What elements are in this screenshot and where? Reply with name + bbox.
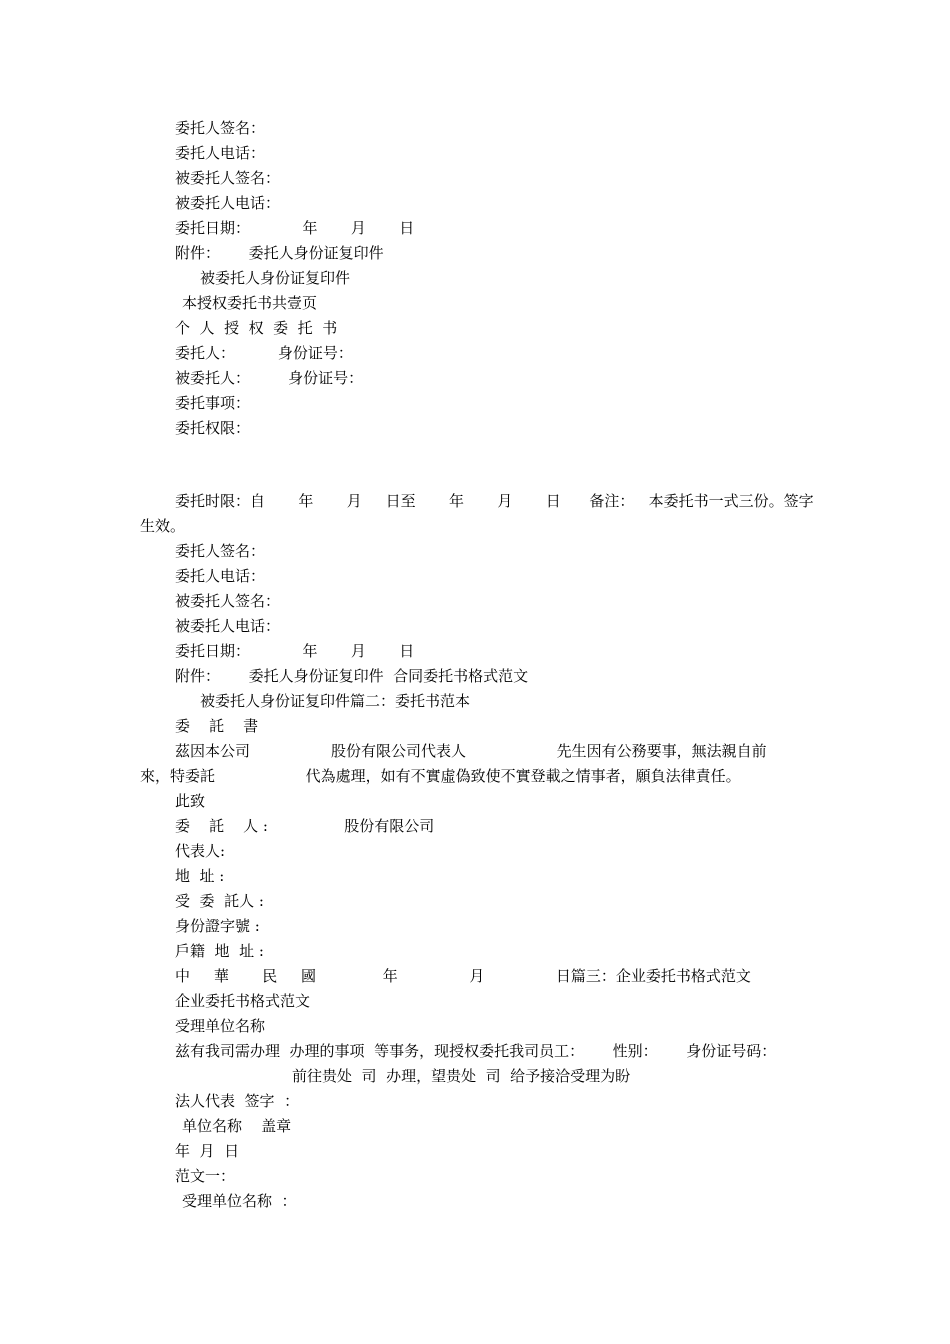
text-line: 法人代表 签字 ：	[175, 1092, 300, 1110]
text-line: 附件： 委托人身份证复印件	[175, 244, 384, 262]
text-line: 委托日期： 年 月 日	[175, 219, 415, 237]
text-line: 委托事项：	[175, 394, 251, 412]
text-line: 茲因本公司 股份有限公司代表人 先生因有公務要事，無法親自前	[175, 742, 767, 760]
text-line: 委 託 人 : 股份有限公司	[175, 817, 435, 835]
text-line: 被委托人电话：	[175, 617, 281, 635]
text-line: 委托人签名：	[175, 119, 266, 137]
text-line: 被委托人： 身份证号：	[175, 369, 364, 387]
text-line: 本授权委托书共壹页	[182, 294, 318, 312]
text-line: 受理单位名称 ：	[182, 1192, 297, 1210]
text-line: 附件： 委托人身份证复印件 合同委托书格式范文	[175, 667, 529, 685]
text-line: 年 月 日	[175, 1142, 240, 1160]
text-line: 个 人 授 权 委 托 书	[175, 319, 338, 337]
text-line: 被委托人身份证复印件	[200, 269, 351, 287]
text-line: 被委托人签名：	[175, 169, 281, 187]
text-line: 身份證字號 :	[175, 917, 260, 935]
text-line: 委托时限：自 年 月 日至 年 月 日 备注： 本委托书一式三份。签字	[175, 492, 814, 510]
text-line: 來，特委託 代為處理，如有不實虛偽致使不實登載之情事者，願負法律責任。	[140, 767, 741, 785]
text-line: 单位名称 盖章	[182, 1117, 292, 1135]
text-line: 委托人电话：	[175, 144, 266, 162]
text-line: 企业委托书格式范文	[175, 992, 311, 1010]
text-line: 此致	[175, 792, 206, 810]
text-line: 代表人:	[175, 842, 226, 860]
text-line: 被委托人身份证复印件篇二：委托书范本	[200, 692, 471, 710]
text-line: 委托日期： 年 月 日	[175, 642, 415, 660]
text-line: 兹有我司需办理 办理的事项 等事务，现授权委托我司员工： 性别： 身份证号码：	[175, 1042, 777, 1060]
text-line: 地 址 :	[175, 867, 225, 885]
text-line: 委托人签名：	[175, 542, 266, 560]
text-line: 前往贵处 司 办理，望贵处 司 给予接洽受理为盼	[292, 1067, 631, 1085]
text-line: 受 委 託人 :	[175, 892, 264, 910]
text-line: 委 託 書	[175, 717, 259, 735]
text-line: 委托人： 身份证号：	[175, 344, 353, 362]
text-line: 委托人电话：	[175, 567, 266, 585]
text-line: 被委托人电话：	[175, 194, 281, 212]
text-line: 受理单位名称	[175, 1017, 266, 1035]
text-line: 委托权限：	[175, 419, 251, 437]
text-line: 生效。	[140, 517, 186, 535]
text-line: 被委托人签名：	[175, 592, 281, 610]
text-line: 范文一：	[175, 1167, 236, 1185]
text-line: 戶籍 地 址 :	[175, 942, 264, 960]
text-line: 中 華 民 國 年 月 日篇三：企业委托书格式范文	[175, 967, 751, 985]
